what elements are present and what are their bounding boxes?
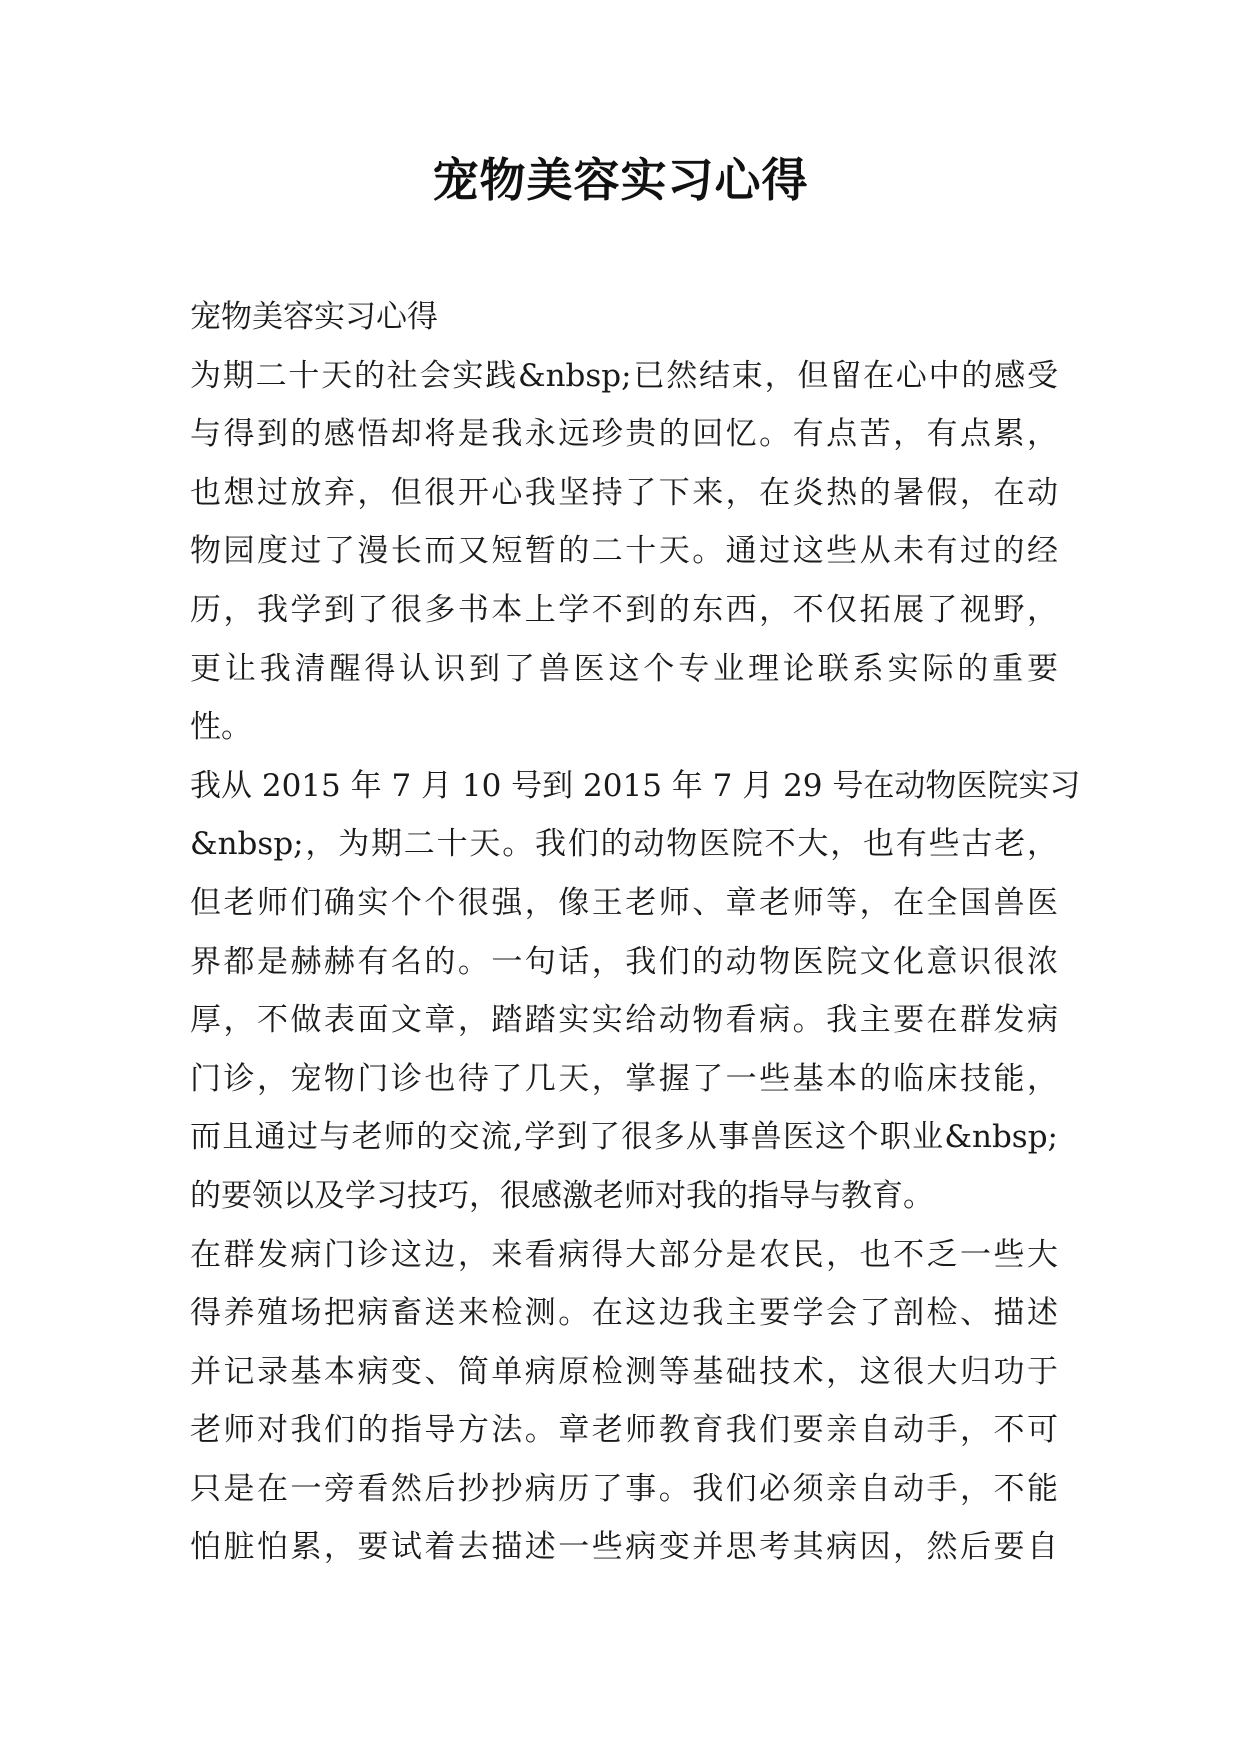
text-line: 为期二十天的社会实践&nbsp;已然结束，但留在心中的感受 (190, 357, 1058, 394)
paragraph (190, 1226, 1058, 1578)
text-line: &nbsp;，为期二十天。我们的动物医院不大，也有些古老， (190, 826, 1058, 863)
text-line: 的要领以及学习技巧，很感激老师对我的指导与教育。 (190, 1177, 934, 1214)
paragraph (190, 288, 1058, 347)
paragraph (190, 347, 1058, 757)
text-line: 性。 (190, 709, 252, 746)
document-title: 宠物美容实习心得 (432, 153, 809, 207)
text-line: 但老师们确实个个很强，像王老师、章老师等，在全国兽医 (190, 884, 1058, 921)
text-line: 怕脏怕累，要试着去描述一些病变并思考其病因，然后要自 (190, 1529, 1058, 1566)
text-line: 历，我学到了很多书本上学不到的东西，不仅拓展了视野， (190, 591, 1058, 628)
text-line: 我从 2015 年 7 月 10 号到 2015 年 7 月 29 号在动物医院实习 (190, 767, 1081, 804)
text-line: 老师对我们的指导方法。章老师教育我们要亲自动手，不可 (190, 1412, 1058, 1449)
text-line: 厚，不做表面文章，踏踏实实给动物看病。我主要在群发病 (190, 1002, 1058, 1039)
document-body (190, 288, 1081, 1577)
text-line: 宠物美容实习心得 (190, 299, 438, 335)
text-line: 门诊，宠物门诊也待了几天，掌握了一些基本的临床技能， (190, 1060, 1058, 1097)
text-line: 与得到的感悟却将是我永远珍贵的回忆。有点苦，有点累， (190, 416, 1058, 453)
text-line: 更让我清醒得认识到了兽医这个专业理论联系实际的重要 (190, 650, 1058, 687)
text-line: 并记录基本病变、简单病原检测等基础技术，这很大归功于 (190, 1353, 1058, 1390)
text-line: 界都是赫赫有名的。一句话，我们的动物医院文化意识很浓 (190, 943, 1058, 980)
text-line: 也想过放弃，但很开心我坚持了下来，在炎热的暑假，在动 (190, 474, 1058, 511)
text-line: 物园度过了漫长而又短暂的二十天。通过这些从未有过的经 (190, 533, 1058, 570)
text-line: 得养殖场把病畜送来检测。在这边我主要学会了剖检、描述 (190, 1295, 1058, 1332)
text-line: 在群发病门诊这边，来看病得大部分是农民，也不乏一些大 (190, 1236, 1058, 1273)
paragraph (190, 757, 1081, 1226)
text-line: 只是在一旁看然后抄抄病历了事。我们必须亲自动手，不能 (190, 1470, 1058, 1507)
text-line: 而且通过与老师的交流,学到了很多从事兽医这个职业&nbsp; (190, 1119, 1058, 1156)
